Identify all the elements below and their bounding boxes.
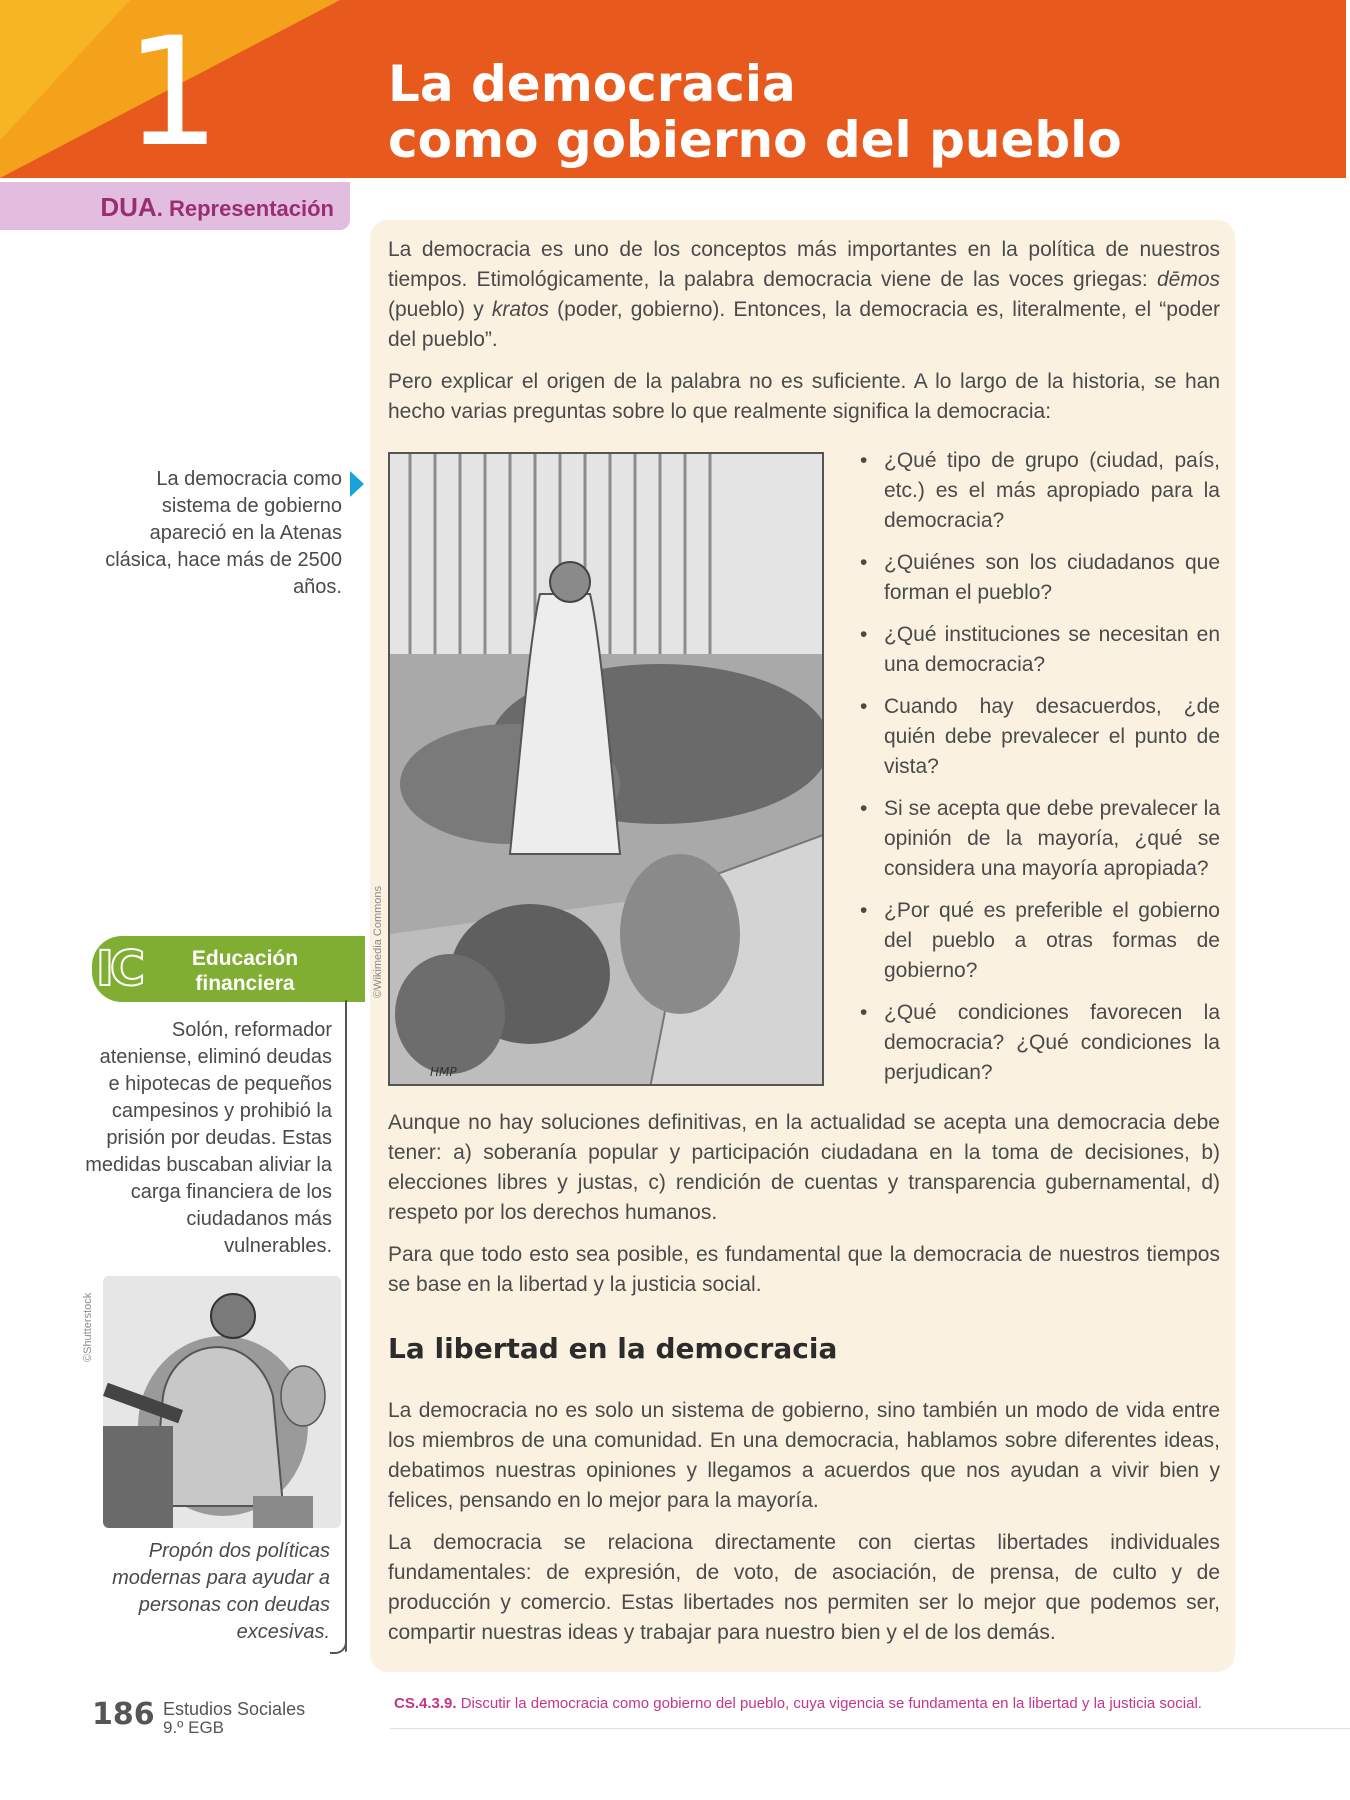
solon-engraving xyxy=(103,1276,341,1528)
header-decoration-light xyxy=(0,0,130,140)
intro-text-a: La democracia es uno de los conceptos más importantes en la política de nuestros tiempos. Etimológicamente, la palabra democracia viene de las voces griegas: xyxy=(388,238,1220,291)
solon-image-credit: ©Shutterstock xyxy=(82,1292,94,1362)
activity-prompt: Propón dos políticas modernas para ayudar a personas con deudas excesivas. xyxy=(112,1540,330,1643)
chapter-title xyxy=(388,56,1122,168)
chapter-title-line1: La democracia xyxy=(388,55,796,113)
term-kratos: kratos xyxy=(491,298,550,321)
chapter-number: 1 xyxy=(125,6,221,178)
financial-education-title xyxy=(170,946,320,996)
section-heading: La libertad en la democracia xyxy=(388,1332,838,1365)
list-item: • ¿Quiénes son los ciudadanos que forman el pueblo? xyxy=(860,548,1220,608)
book-title: Estudios Sociales xyxy=(163,1699,306,1719)
list-item: • Cuando hay desacuerdos, ¿de quién debe prevalecer el punto de vista? xyxy=(860,692,1220,782)
skill-code: CS.4.3.9. xyxy=(394,1695,457,1712)
intro-text-b: (pueblo) y xyxy=(388,298,492,321)
intro-paragraph xyxy=(388,235,1220,355)
dua-suffix: . Representación xyxy=(156,196,334,221)
requirements-paragraph: Aunque no hay soluciones definitivas, en la actualidad se acepta una democracia debe tener: a) soberanía popular y participación ciudadana en la toma de decisiones, b) elecciones libres y justas, c) rendición de cuentas y transparencia gubernamental, d) respeto por los derechos humanos. xyxy=(388,1111,1220,1224)
assembly-illustration xyxy=(388,452,824,1086)
arrow-right-icon xyxy=(350,471,364,497)
freedom-paragraph-1: La democracia no es solo un sistema de gobierno, sino también un modo de vida entre los miembros de una comunidad. En una democracia, hablamos sobre diferentes ideas, debatimos nuestras opiniones y llegamos a acuerdos que nos ayudan a vivir bien y felices, pensando en lo mejor para la mayoría. xyxy=(388,1399,1220,1512)
questions-list xyxy=(860,446,1220,1100)
dua-prefix: DUA xyxy=(100,192,157,222)
term-demos: dēmos xyxy=(1156,268,1220,291)
intro-text-c: (poder, gobierno). Entonces, la democracia es, literalmente, el “poder del pueblo”. xyxy=(388,298,1220,351)
page-number: 186 xyxy=(92,1697,155,1732)
skill-statement xyxy=(394,1694,1224,1714)
illustration-credit: ©Wikimedia Commons xyxy=(372,885,384,998)
list-item: • ¿Qué condiciones favorecen la democracia? ¿Qué condiciones la perjudican? xyxy=(860,998,1220,1088)
chapter-title-line2: como gobierno del pueblo xyxy=(388,111,1122,169)
header-edge xyxy=(1346,0,1350,178)
financial-education-title-line1: Educación xyxy=(191,947,299,970)
ic-logo-icon: IC xyxy=(96,941,142,997)
chapter-header xyxy=(0,0,1350,178)
footer-divider xyxy=(390,1728,1350,1729)
solon-note: Solón, reformador ateniense, eliminó deudas e hipotecas de pequeños campesinos y prohibió la prisión por deudas. Estas medidas buscaban aliviar la carga financiera de los ciudadanos más vulnerables. xyxy=(85,1019,332,1257)
assembly-engraving xyxy=(390,454,824,1086)
freedom-paragraph-2: La democracia se relaciona directamente con ciertas libertades individuales fundamentales: de expresión, de voto, de asociación, de prensa, de culto y de producción y comercio. Estas libertades nos permiten ser lo mejor que podemos ser, compartir nuestras ideas y trabajar para nuestro bien y el de los demás. xyxy=(388,1531,1220,1644)
solon-image xyxy=(103,1276,341,1528)
skill-text: Discutir la democracia como gobierno del pueblo, cuya vigencia se fundamenta en la libertad y la justicia social. xyxy=(456,1695,1202,1712)
book-grade: 9.º EGB xyxy=(163,1718,225,1737)
financial-education-title-line2: financiera xyxy=(195,972,295,995)
dua-tag xyxy=(0,182,350,230)
dua-label xyxy=(100,192,334,223)
list-item: • ¿Por qué es preferible el gobierno del pueblo a otras formas de gobierno? xyxy=(860,896,1220,986)
list-item: • Si se acepta que debe prevalecer la opinión de la mayoría, ¿qué se considera una mayoría apropiada? xyxy=(860,794,1220,884)
list-item: • ¿Qué tipo de grupo (ciudad, país, etc.) es el más apropiado para la democracia? xyxy=(860,446,1220,536)
sidebar-divider xyxy=(345,1000,347,1652)
list-item: • ¿Qué instituciones se necesitan en una democracia? xyxy=(860,620,1220,680)
questions-intro-paragraph: Pero explicar el origen de la palabra no es suficiente. A lo largo de la historia, se han hecho varias preguntas sobre lo que realmente significa la democracia: xyxy=(388,370,1220,423)
margin-note: La democracia como sistema de gobierno apareció en la Atenas clásica, hace más de 2500 años. xyxy=(105,468,342,598)
illustration-signature: HMP xyxy=(430,1065,457,1079)
conclusion-paragraph: Para que todo esto sea posible, es fundamental que la democracia de nuestros tiempos se base en la libertad y la justicia social. xyxy=(388,1243,1220,1296)
